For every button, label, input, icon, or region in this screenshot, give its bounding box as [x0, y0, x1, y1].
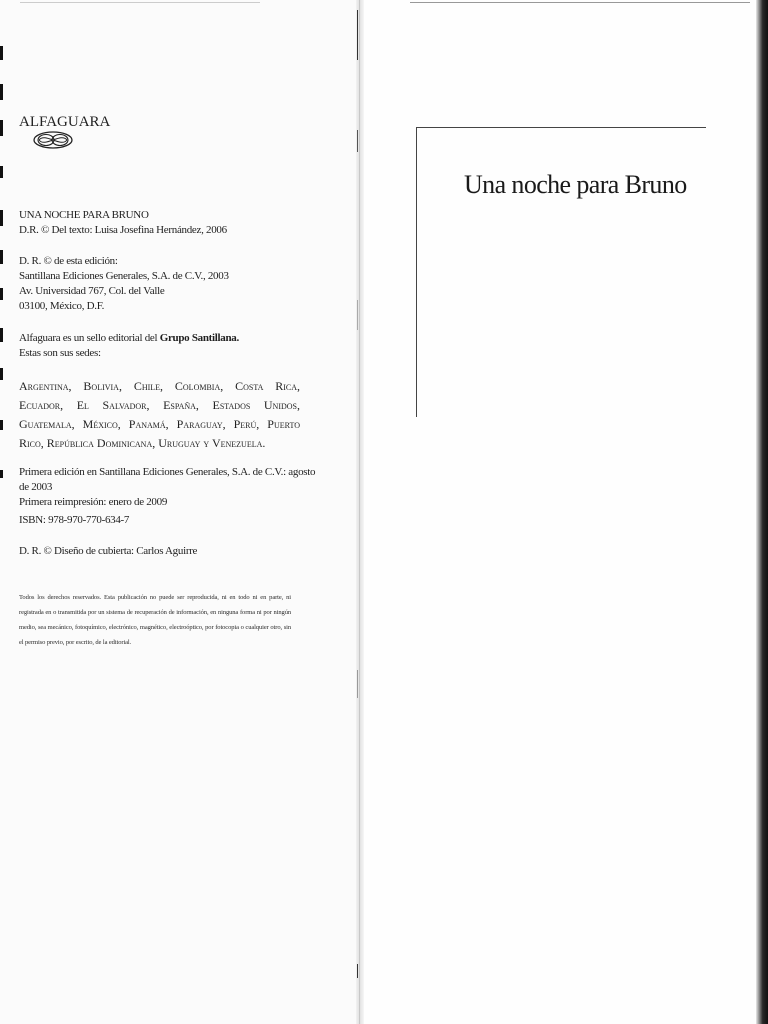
gutter-mark	[357, 300, 358, 330]
isbn: ISBN: 978-970-770-634-7	[19, 514, 130, 526]
countries-list	[19, 377, 300, 453]
imprint-note-prefix: Alfaguara es un sello editorial del	[19, 332, 160, 344]
scan-top-edge-right	[410, 2, 750, 3]
gutter-mark	[357, 130, 358, 152]
copyright-block	[19, 208, 319, 238]
scan-edge-mark	[0, 420, 3, 430]
left-page	[0, 0, 360, 1024]
scan-edge-mark	[0, 120, 3, 136]
right-page	[362, 0, 758, 1024]
publisher-address-street: Av. Universidad 767, Col. del Valle	[19, 285, 165, 297]
knot-emblem-icon	[31, 129, 75, 151]
scan-edge-mark	[0, 46, 3, 60]
title-frame-left-rule	[416, 127, 417, 417]
scan-edge-mark	[0, 368, 3, 380]
title-frame-top-rule	[417, 127, 706, 128]
book-title-caps: UNA NOCHE PARA BRUNO	[19, 209, 149, 221]
scan-edge-mark	[0, 288, 3, 300]
publisher-name: Santillana Ediciones Generales, S.A. de C.V., 2003	[19, 270, 229, 282]
gutter-mark	[357, 10, 358, 60]
edition-block	[19, 254, 319, 314]
imprint-block	[19, 331, 319, 361]
legal-notice: Todos los derechos reservados. Esta publicación no puede ser reproducida, ni en todo ni en parte, ni registrada en o transmitida por un sistema de recuperación de información, en ninguna forma ni por ningún medio, sea mecánico, fotoquímico, electrónico, magnético, electroóptico, por fotocopia o cualquier otro, sin el permiso previo, por escrito, de la editorial.	[19, 594, 291, 646]
offices-intro: Estas son sus sedes:	[19, 347, 101, 359]
cover-design-credit: D. R. © Diseño de cubierta: Carlos Aguirre	[19, 545, 198, 557]
scan-top-edge-left	[20, 2, 260, 3]
publisher-address-city: 03100, México, D.F.	[19, 300, 105, 312]
isbn-block	[19, 513, 319, 528]
publisher-logo	[19, 114, 109, 130]
scan-edge-mark	[0, 328, 3, 342]
countries-text: Argentina, Bolivia, Chile, Colombia, Costa Rica, Ecuador, El Salvador, España, Estados Unidos, Guatemala, México, Panamá, Paraguay, Perú, Puerto Rico, República Dominicana, Uruguay y Venezuela.	[19, 379, 300, 450]
scan-right-edge	[756, 0, 768, 1024]
printing-block	[19, 465, 319, 510]
first-reprint: Primera reimpresión: enero de 2009	[19, 496, 168, 508]
scan-edge-mark	[0, 166, 3, 178]
gutter-mark	[357, 670, 358, 698]
text-rights: D.R. © Del texto: Luisa Josefina Hernández, 2006	[19, 224, 227, 236]
edition-rights: D. R. © de esta edición:	[19, 255, 118, 267]
scan-edge-mark	[0, 84, 3, 100]
gutter-line	[359, 0, 360, 1024]
imprint-group: Grupo Santillana.	[159, 332, 239, 344]
cover-credit-block	[19, 544, 319, 559]
first-edition: Primera edición en Santillana Ediciones Generales, S.A. de C.V.: agosto de 2003	[19, 466, 316, 493]
scan-edge-mark	[0, 470, 3, 478]
book-title: Una noche para Bruno	[464, 170, 687, 199]
scan-edge-mark	[0, 210, 3, 226]
scan-edge-mark	[0, 250, 3, 264]
book-gutter	[356, 0, 364, 1024]
imprint-note	[19, 331, 319, 346]
gutter-mark	[357, 964, 358, 978]
publisher-wordmark: ALFAGUARA	[19, 114, 111, 130]
